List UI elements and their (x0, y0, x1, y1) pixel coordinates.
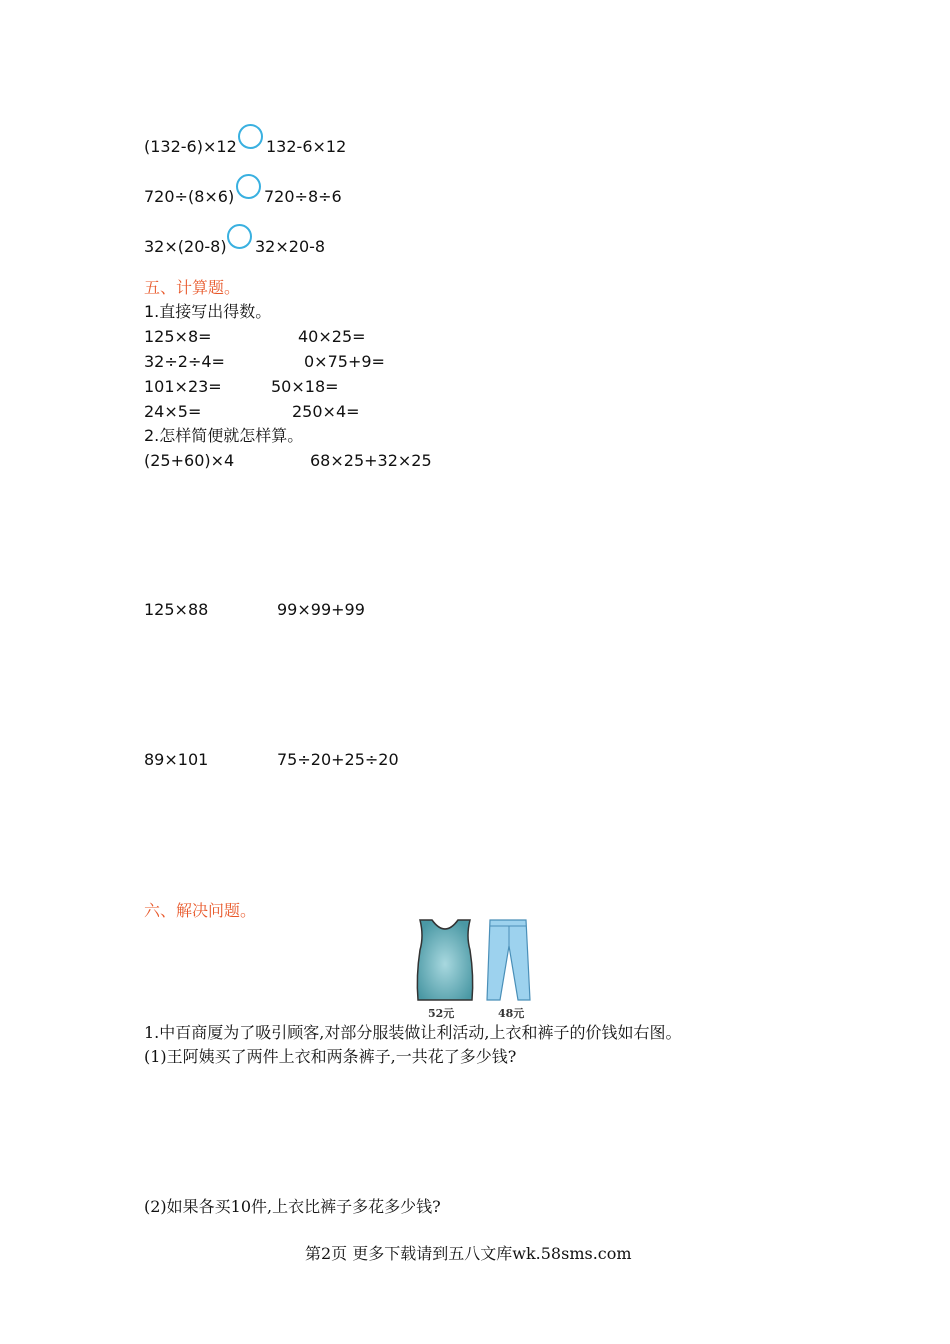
compare-right-2: 720÷8÷6 (264, 187, 342, 206)
simple-3b: 75÷20+25÷20 (277, 750, 399, 769)
oral-4a: 24×5= (144, 402, 202, 421)
simple-1b: 68×25+32×25 (310, 451, 432, 470)
oral-4b: 250×4= (292, 402, 360, 421)
page-footer: 第2页 更多下载请到五八文库wk.58sms.com (305, 1244, 632, 1263)
compare-circle-3[interactable] (227, 224, 252, 249)
compare-left-3: 32×(20-8) (144, 237, 227, 256)
section5-title: 五、计算题。 (144, 278, 241, 297)
section6-q1b: (2)如果各买10件,上衣比裤子多花多少钱? (144, 1197, 441, 1216)
oral-2a: 32÷2÷4= (144, 352, 225, 371)
price-top-label: 52元 (428, 1007, 455, 1020)
compare-left-2: 720÷(8×6) (144, 187, 235, 206)
simple-2b: 99×99+99 (277, 600, 365, 619)
price-pants-label: 48元 (498, 1007, 525, 1020)
compare-left-1: (132-6)×12 (144, 137, 237, 156)
compare-circle-1[interactable] (238, 124, 263, 149)
oral-3a: 101×23= (144, 377, 222, 396)
section6-q1: 1.中百商厦为了吸引顾客,对部分服装做让利活动,上衣和裤子的价钱如右图。 (144, 1023, 682, 1042)
tank-top-image (410, 916, 480, 1004)
compare-right-1: 132-6×12 (266, 137, 347, 156)
simple-2a: 125×88 (144, 600, 209, 619)
simple-3a: 89×101 (144, 750, 209, 769)
pants-image (484, 916, 534, 1004)
oral-2b: 0×75+9= (304, 352, 385, 371)
simple-1a: (25+60)×4 (144, 451, 235, 470)
section6-title: 六、解决问题。 (144, 901, 257, 920)
section5-q1: 1.直接写出得数。 (144, 302, 272, 321)
compare-circle-2[interactable] (236, 174, 261, 199)
oral-3b: 50×18= (271, 377, 339, 396)
section6-q1a: (1)王阿姨买了两件上衣和两条裤子,一共花了多少钱? (144, 1047, 517, 1066)
section5-q2: 2.怎样简便就怎样算。 (144, 426, 304, 445)
compare-right-3: 32×20-8 (255, 237, 326, 256)
oral-1a: 125×8= (144, 327, 212, 346)
oral-1b: 40×25= (298, 327, 366, 346)
